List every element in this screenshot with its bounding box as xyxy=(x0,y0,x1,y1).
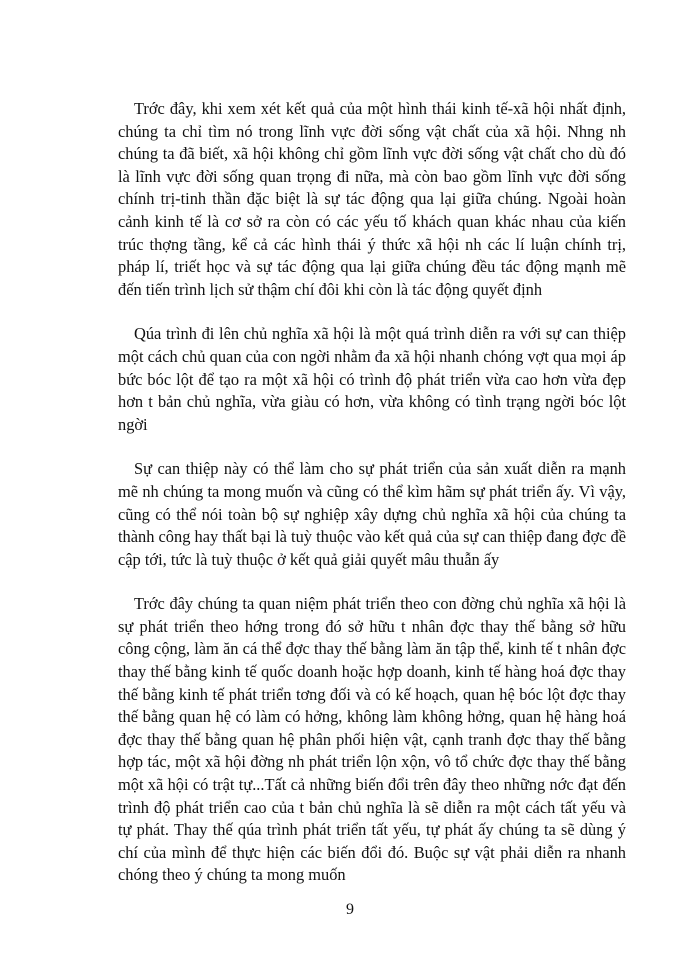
paragraph-1: Trớc đây, khi xem xét kết quả của một hình thái kinh tế-xã hội nhất định, chúng ta chỉ tìm nó trong lĩnh vực đời sống vật chất của xã hội. Nhng nh chúng ta đã biết, xã hội không chỉ gồm lĩnh vực đời sống vật chất cho dù đó là lĩnh vực đời sống quan trọng đi nữa, mà còn bao gồm lĩnh vực đời sống chính trị-tinh thần đặc biệt là sự tác động qua lại giữa chúng. Ngoài hoàn cảnh kinh tế là cơ sở ra còn có các yếu tố khách quan khác nhau của kiến trúc thợng tầng, kể cả các hình thái ý thức xã hội nh các lí luận chính trị, pháp lí, triết học và sự tác động qua lại giữa chúng đều tác động mạnh mẽ đến tiến trình lịch sử thậm chí đôi khi còn là tác động quyết định xyxy=(118,99,626,299)
body-text xyxy=(118,98,626,887)
paragraph-2: Qúa trình đi lên chủ nghĩa xã hội là một quá trình diễn ra với sự can thiệp một cách chủ quan của con ngời nhằm đa xã hội nhanh chóng vợt qua mọi áp bức bóc lột để tạo ra một xã hội có trình độ phát triển vừa cao hơn vừa đẹp hơn t bản chủ nghĩa, vừa giàu có hơn, vừa không có tình trạng ngời bóc lột ngời xyxy=(118,324,626,434)
paragraph-3: Sự can thiệp này có thể làm cho sự phát triển của sản xuất diễn ra mạnh mẽ nh chúng ta mong muốn và cũng có thể kìm hãm sự phát triển ấy. Vì vậy, cũng có thể nói toàn bộ sự nghiệp xây dựng chủ nghĩa xã hội của chúng ta thành công hay thất bại là tuỳ thuộc vào kết quả của sự can thiệp đang đợc đề cập tới, tức là tuỳ thuộc ở kết quả giải quyết mâu thuẫn ấy xyxy=(118,459,626,569)
page-number: 9 xyxy=(346,901,354,918)
paragraph-4: Trớc đây chúng ta quan niệm phát triển theo con đờng chủ nghĩa xã hội là sự phát triển theo hớng trong đó sở hữu t nhân đợc thay thế bằng sở hữu công cộng, làm ăn cá thể đợc thay thế bằng làm ăn tập thể, kinh tế t nhân đợc thay thế bằng kinh tế quốc doanh hoặc hợp doanh, kinh tế hàng hoá đợc thay thế bằng kinh tế phát triển tơng đối và có kế hoạch, quan hệ bóc lột đợc thay thế bằng quan hệ có làm có hởng, không làm không hởng, quan hệ hàng hoá đợc thay thế bằng quan hệ phân phối hiện vật, cạnh tranh đợc thay thế bằng hợp tác, một xã hội đờng nh phát triển lộn xộn, vô tổ chức đợc thay thế bằng một xã hội có trật tự...Tất cả những biến đổi trên đây theo những nớc đạt đến trình độ phát triển cao của t bản chủ nghĩa là sẽ diễn ra một cách tất yếu và tự phát. Thay thế qúa trình phát triển tất yếu, tự phát ấy chúng ta sẽ dùng ý chí của mình để thực hiện các biến đổi đó. Buộc sự vật phải diễn ra nhanh chóng theo ý chúng ta mong muốn xyxy=(118,594,626,885)
